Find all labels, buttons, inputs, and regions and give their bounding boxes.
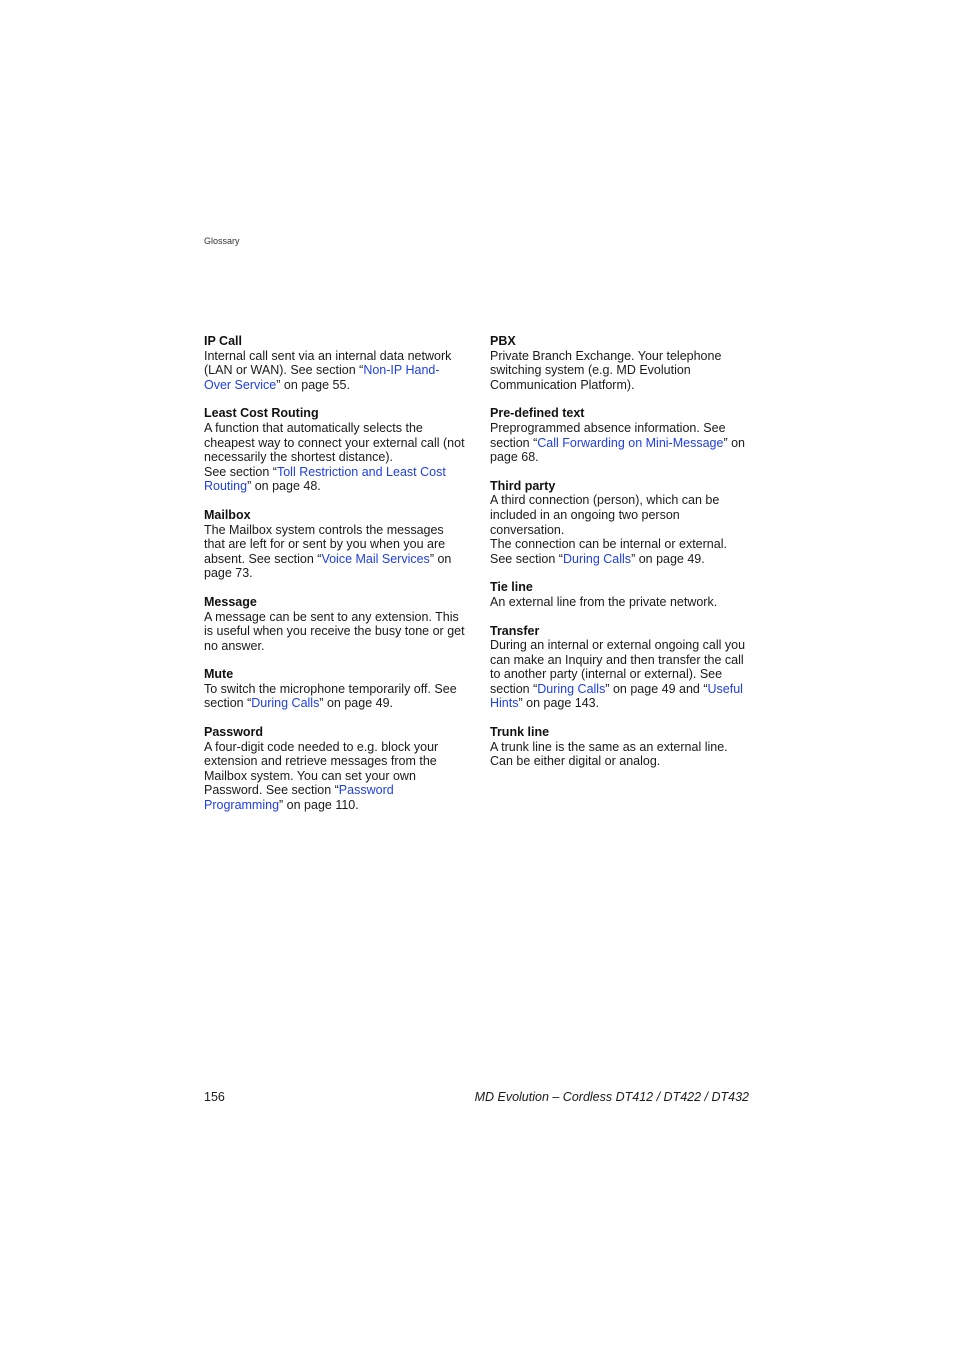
glossary-entry — [490, 624, 752, 712]
glossary-definition — [490, 493, 752, 566]
glossary-entry — [204, 508, 466, 581]
definition-text: See section “ — [204, 464, 277, 479]
glossary-definition — [204, 349, 466, 393]
glossary-term: Pre-defined text — [490, 406, 585, 421]
glossary-column-right — [490, 334, 752, 783]
glossary-definition — [204, 740, 466, 813]
glossary-definition — [204, 682, 466, 711]
section-header: Glossary — [204, 236, 240, 246]
glossary-definition — [204, 610, 466, 654]
glossary-entry — [490, 725, 752, 769]
glossary-entry — [490, 406, 752, 464]
page-number: 156 — [204, 1090, 225, 1104]
definition-text: A third connection (person), which can be included in an ongoing two person conversation. — [490, 493, 720, 537]
glossary-entry — [204, 725, 466, 813]
definition-text: The Mailbox system controls the messages that are left for or sent by you when you are absent. See section “ — [204, 522, 446, 566]
glossary-term: PBX — [490, 334, 516, 348]
definition-text: A four-digit code needed to e.g. block your extension and retrieve messages from the Mailbox system. You can set your own Password. See section “ — [204, 739, 439, 798]
glossary-term: Tie line — [490, 580, 533, 595]
cross-reference-link[interactable]: During Calls — [537, 681, 606, 696]
definition-text: An external line from the private network. — [490, 594, 718, 609]
glossary-definition — [204, 523, 466, 581]
definition-text: ” on page 143. — [518, 696, 600, 711]
glossary-definition — [490, 595, 752, 610]
definition-text: ” on page 49. — [631, 551, 705, 566]
glossary-term: Mute — [204, 667, 234, 682]
cross-reference-link[interactable]: Toll Restriction and Least Cost Routing — [204, 464, 446, 494]
glossary-entry — [204, 406, 466, 494]
glossary-entry — [204, 334, 466, 392]
glossary-entry — [490, 479, 752, 567]
cross-reference-link[interactable]: Non-IP Hand-Over Service — [204, 363, 440, 392]
definition-text: ” on page 48. — [247, 479, 321, 494]
glossary-entry — [490, 580, 752, 609]
glossary-definition — [490, 638, 752, 711]
definition-text: Internal call sent via an internal data network (LAN or WAN). See section “ — [204, 348, 452, 378]
cross-reference-link[interactable]: Voice Mail Services — [321, 551, 430, 566]
glossary-term: Third party — [490, 478, 556, 493]
definition-text: A message can be sent to any extension. This is useful when you receive the busy tone or get no answer. — [204, 609, 465, 653]
document-title: MD Evolution – Cordless DT412 / DT422 / DT432 — [474, 1090, 749, 1104]
definition-text: ” on page 73. — [204, 551, 452, 581]
glossary-term: Trunk line — [490, 725, 550, 740]
glossary-entry — [204, 595, 466, 653]
glossary-definition — [490, 421, 752, 465]
cross-reference-link[interactable]: Password Programming — [204, 783, 394, 813]
glossary-entry — [490, 334, 752, 392]
definition-text: Private Branch Exchange. Your telephone switching system (e.g. MD Evolution Communication Platform). — [490, 348, 722, 392]
definition-text: The connection can be internal or external. See section “ — [490, 537, 727, 566]
definition-text: To switch the microphone temporarily off. See section “ — [204, 681, 457, 711]
definition-text: ” on page 55. — [276, 377, 350, 392]
definition-text: ” on page 110. — [279, 798, 359, 813]
cross-reference-link[interactable]: Useful Hints — [490, 681, 743, 711]
glossary-definition — [204, 421, 466, 494]
glossary-term: IP Call — [204, 334, 242, 348]
cross-reference-link[interactable]: During Calls — [251, 696, 320, 711]
glossary-term: Password — [204, 725, 264, 740]
glossary-term: Mailbox — [204, 507, 251, 522]
glossary-column-left — [204, 334, 466, 827]
definition-text: A trunk line is the same as an external line. Can be either digital or analog. — [490, 739, 728, 769]
glossary-term: Least Cost Routing — [204, 406, 319, 421]
glossary-term: Message — [204, 594, 257, 609]
glossary-term: Transfer — [490, 623, 540, 638]
definition-text: A function that automatically selects the cheapest way to connect your external call (not necessarily the shortest distance). — [204, 420, 465, 465]
definition-text: ” on page 49. — [319, 696, 394, 711]
definition-text: During an internal or external ongoing call you can make an Inquiry and then transfer the call to another party (internal or external). See section “ — [490, 638, 746, 696]
cross-reference-link[interactable]: Call Forwarding on Mini-Message — [537, 435, 724, 450]
glossary-entry — [204, 667, 466, 711]
definition-text: ” on page 68. — [490, 435, 745, 465]
cross-reference-link[interactable]: During Calls — [562, 551, 632, 566]
glossary-definition — [490, 740, 752, 769]
definition-text: Preprogrammed absence information. See section “ — [490, 420, 726, 450]
definition-text: ” on page 49 and “ — [605, 681, 708, 696]
glossary-definition — [490, 349, 752, 393]
